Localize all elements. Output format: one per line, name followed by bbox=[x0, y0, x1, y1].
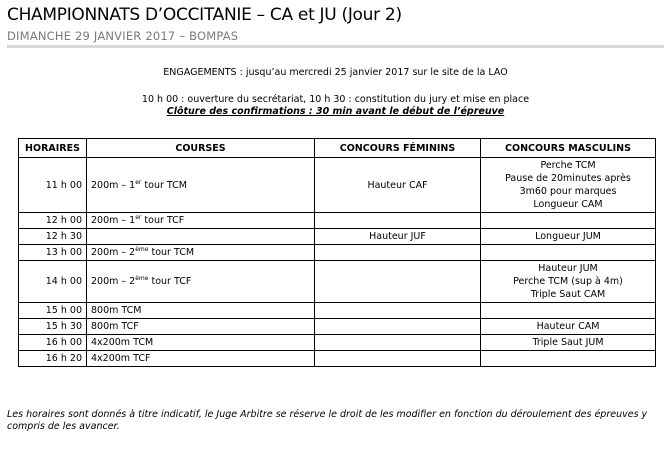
masculine-event-cell bbox=[481, 213, 656, 229]
course-text-sup: er bbox=[135, 178, 142, 186]
feminine-event-cell: Hauteur CAF bbox=[315, 158, 481, 213]
course-cell bbox=[87, 158, 315, 213]
header-courses: COURSES bbox=[87, 139, 315, 158]
feminine-event-cell bbox=[315, 351, 481, 367]
time-cell: 11 h 00 bbox=[19, 158, 87, 213]
table-row bbox=[19, 158, 656, 213]
table-row bbox=[19, 303, 656, 319]
time-cell: 15 h 30 bbox=[19, 319, 87, 335]
time-cell: 13 h 00 bbox=[19, 245, 87, 261]
page-title: CHAMPIONNATS D’OCCITANIE – CA et JU (Jour 2) bbox=[7, 5, 402, 25]
feminine-event-cell bbox=[315, 213, 481, 229]
course-text-post: tour TCM bbox=[148, 247, 195, 258]
time-cell: 16 h 20 bbox=[19, 351, 87, 367]
course-text-pre: 200m – 2 bbox=[91, 247, 136, 258]
course-cell bbox=[87, 319, 315, 335]
course-text-pre: 800m TCM bbox=[91, 305, 142, 316]
feminine-event-cell bbox=[315, 335, 481, 351]
course-text-sup: ème bbox=[135, 245, 149, 253]
table-row bbox=[19, 319, 656, 335]
feminine-event-cell bbox=[315, 319, 481, 335]
course-cell bbox=[87, 229, 315, 245]
header-concours-feminins: CONCOURS FÉMININS bbox=[315, 139, 481, 158]
course-text-post: tour TCF bbox=[141, 215, 185, 226]
masculine-event-line: Hauteur CAM bbox=[536, 321, 600, 332]
course-text-sup: ème bbox=[135, 274, 149, 282]
masculine-event-cell bbox=[481, 303, 656, 319]
course-cell bbox=[87, 351, 315, 367]
course-text-sup: er bbox=[135, 213, 142, 221]
table-header-row bbox=[19, 139, 656, 158]
feminine-event-cell: Hauteur JUF bbox=[315, 229, 481, 245]
masculine-event-line: Perche TCM (sup à 4m) bbox=[513, 276, 623, 287]
masculine-event-cell bbox=[481, 335, 656, 351]
header-concours-masculins: CONCOURS MASCULINS bbox=[481, 139, 656, 158]
masculine-event-cell bbox=[481, 351, 656, 367]
table-row bbox=[19, 351, 656, 367]
page-subtitle: DIMANCHE 29 JANVIER 2017 – BOMPAS bbox=[7, 29, 239, 43]
header-horaires: HORAIRES bbox=[19, 139, 87, 158]
course-text-pre: 4x200m TCF bbox=[91, 353, 151, 364]
feminine-event-cell bbox=[315, 303, 481, 319]
masculine-event-line: Pause de 20minutes après bbox=[505, 173, 631, 184]
course-cell bbox=[87, 335, 315, 351]
time-cell: 15 h 00 bbox=[19, 303, 87, 319]
masculine-event-line: Longueur CAM bbox=[533, 199, 603, 210]
time-cell: 16 h 00 bbox=[19, 335, 87, 351]
schedule-table bbox=[18, 138, 656, 367]
course-cell bbox=[87, 303, 315, 319]
time-cell: 14 h 00 bbox=[19, 261, 87, 303]
time-cell: 12 h 00 bbox=[19, 213, 87, 229]
course-text-pre: 200m – 1 bbox=[91, 215, 136, 226]
masculine-event-cell bbox=[481, 158, 656, 213]
header-rule bbox=[7, 45, 664, 48]
masculine-event-line: Triple Saut CAM bbox=[530, 289, 606, 300]
masculine-event-line: 3m60 pour marques bbox=[519, 186, 617, 197]
table-row bbox=[19, 261, 656, 303]
course-text-pre: 200m – 1 bbox=[91, 179, 136, 191]
time-cell: 12 h 30 bbox=[19, 229, 87, 245]
course-cell bbox=[87, 213, 315, 229]
course-text-post: tour TCF bbox=[148, 276, 192, 287]
schedule-note: 10 h 00 : ouverture du secrétariat, 10 h 30 : constitution du jury et mise en place bbox=[141, 94, 530, 105]
masculine-event-cell bbox=[481, 319, 656, 335]
masculine-event-cell bbox=[481, 229, 656, 245]
course-text-pre: 800m TCF bbox=[91, 321, 139, 332]
table-row bbox=[19, 245, 656, 261]
engagements-line: ENGAGEMENTS : jusqu’au mercredi 25 janvier 2017 sur le site de la LAO bbox=[163, 67, 508, 78]
masculine-event-line: Perche TCM bbox=[540, 160, 596, 171]
course-cell bbox=[87, 245, 315, 261]
feminine-event-cell bbox=[315, 261, 481, 303]
masculine-event-cell bbox=[481, 245, 656, 261]
masculine-event-cell bbox=[481, 261, 656, 303]
footer-note: Les horaires sont donnés à titre indicatif, le Juge Arbitre se réserve le droit de les modifier en fonction du déroulement des épreuves y compris de les avancer. bbox=[7, 409, 648, 432]
course-text-post: tour TCM bbox=[141, 179, 187, 191]
confirmations-line: Clôture des confirmations : 30 min avant le début de l’épreuve bbox=[166, 106, 505, 117]
table-row bbox=[19, 229, 656, 245]
course-text-pre: 200m – 2 bbox=[91, 276, 136, 287]
course-cell bbox=[87, 261, 315, 303]
table-row bbox=[19, 213, 656, 229]
masculine-event-line: Hauteur JUM bbox=[538, 263, 598, 274]
masculine-event-line: Longueur JUM bbox=[535, 231, 601, 242]
feminine-event-cell bbox=[315, 245, 481, 261]
course-text-pre: 4x200m TCM bbox=[91, 337, 154, 348]
table-row bbox=[19, 335, 656, 351]
masculine-event-line: Triple Saut JUM bbox=[532, 337, 604, 348]
